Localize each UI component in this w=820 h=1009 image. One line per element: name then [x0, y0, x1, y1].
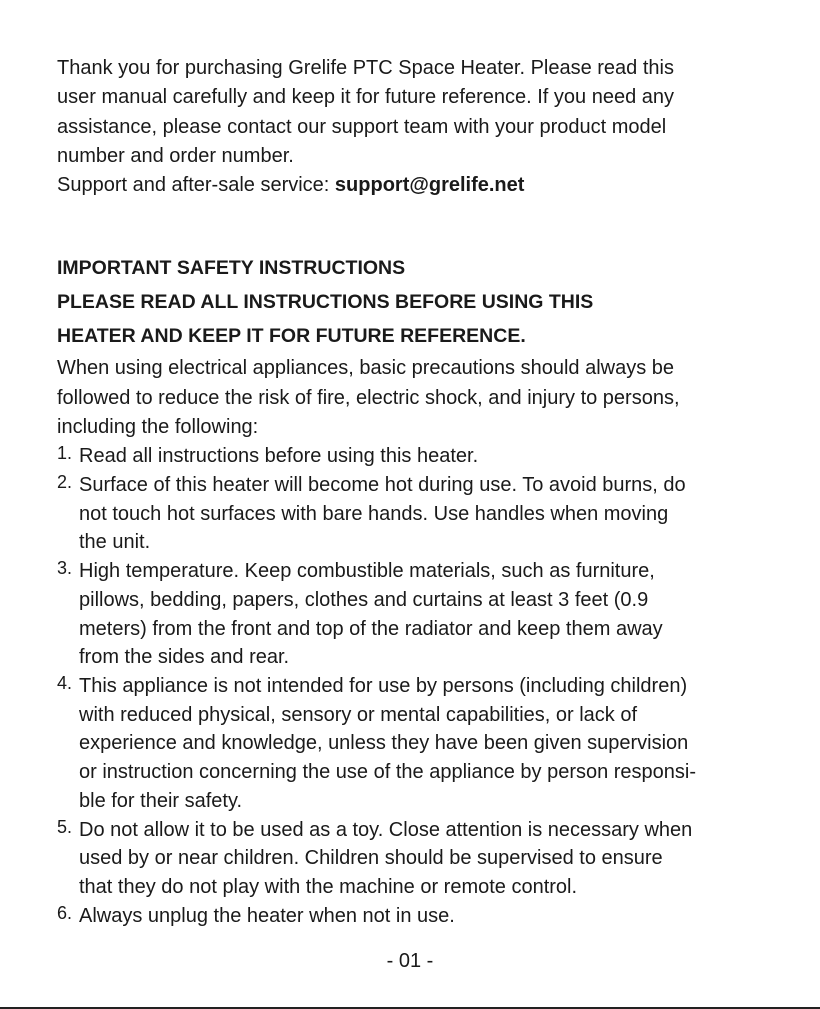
instruction-line: Do not allow it to be used as a toy. Close attention is necessary when [79, 818, 693, 841]
support-email: support@grelife.net [334, 174, 525, 197]
safety-heading: IMPORTANT SAFETY INSTRUCTIONS [57, 257, 406, 280]
page-number: - 01 - [386, 950, 434, 972]
instruction-number: 6. [57, 902, 73, 923]
instruction-line: the unit. [79, 531, 151, 554]
instruction-line: Surface of this heater will become hot during use. To avoid burns, do [79, 474, 686, 497]
intro-line: Thank you for purchasing Grelife PTC Space Heater. Please read this [57, 57, 674, 79]
instruction-line: This appliance is not intended for use by persons (including children) [79, 675, 688, 697]
instruction-line: experience and knowledge, unless they have been given supervision [79, 732, 689, 755]
preamble-line: When using electrical appliances, basic precautions should always be [57, 357, 675, 380]
safety-instruction-item [57, 471, 767, 557]
instruction-line: used by or near children. Children should be supervised to ensure [79, 847, 663, 870]
instruction-line: that they do not play with the machine or remote control. [79, 875, 578, 898]
instruction-number: 3. [57, 558, 73, 579]
instruction-line: Read all instructions before using this heater. [79, 445, 479, 468]
preamble-line: followed to reduce the risk of fire, electric shock, and injury to persons, [57, 386, 680, 409]
instruction-line: High temperature. Keep combustible materials, such as furniture, [79, 560, 655, 583]
intro-section [57, 54, 767, 200]
instruction-number: 2. [57, 472, 73, 493]
safety-subheading-line: HEATER AND KEEP IT FOR FUTURE REFERENCE. [57, 325, 526, 348]
intro-line: user manual carefully and keep it for future reference. If you need any [57, 86, 675, 109]
manual-page [57, 54, 767, 930]
instruction-line: meters) from the front and top of the radiator and keep them away [79, 617, 663, 640]
preamble-line: including the following: [57, 416, 259, 439]
safety-preamble [57, 354, 767, 442]
instruction-line: from the sides and rear. [79, 646, 290, 669]
instruction-line: not touch hot surfaces with bare hands. Use handles when moving [79, 502, 669, 525]
safety-instruction-item [57, 816, 767, 902]
instruction-number: 4. [57, 673, 73, 693]
instruction-line: pillows, bedding, papers, clothes and curtains at least 3 feet (0.9 [79, 588, 649, 611]
support-label: Support and after-sale service: [57, 174, 335, 197]
instruction-number: 1. [57, 443, 73, 464]
safety-instruction-item [57, 557, 767, 672]
safety-instruction-item [57, 442, 767, 471]
safety-headings [57, 251, 767, 353]
support-line [57, 171, 767, 200]
safety-instruction-item [57, 672, 767, 816]
instruction-line: with reduced physical, sensory or mental capabilities, or lack of [79, 703, 638, 726]
safety-instruction-list [57, 442, 767, 930]
instruction-line: or instruction concerning the use of the appliance by person responsi- [79, 761, 697, 784]
intro-line: number and order number. [57, 144, 294, 167]
instruction-line: ble for their safety. [79, 789, 243, 812]
safety-subheading-line: PLEASE READ ALL INSTRUCTIONS BEFORE USING THIS [57, 291, 594, 314]
intro-line: assistance, please contact our support team with your product model [57, 115, 667, 138]
instruction-number: 5. [57, 816, 73, 837]
instruction-line: Always unplug the heater when not in use. [79, 904, 455, 927]
safety-instruction-item [57, 902, 767, 931]
